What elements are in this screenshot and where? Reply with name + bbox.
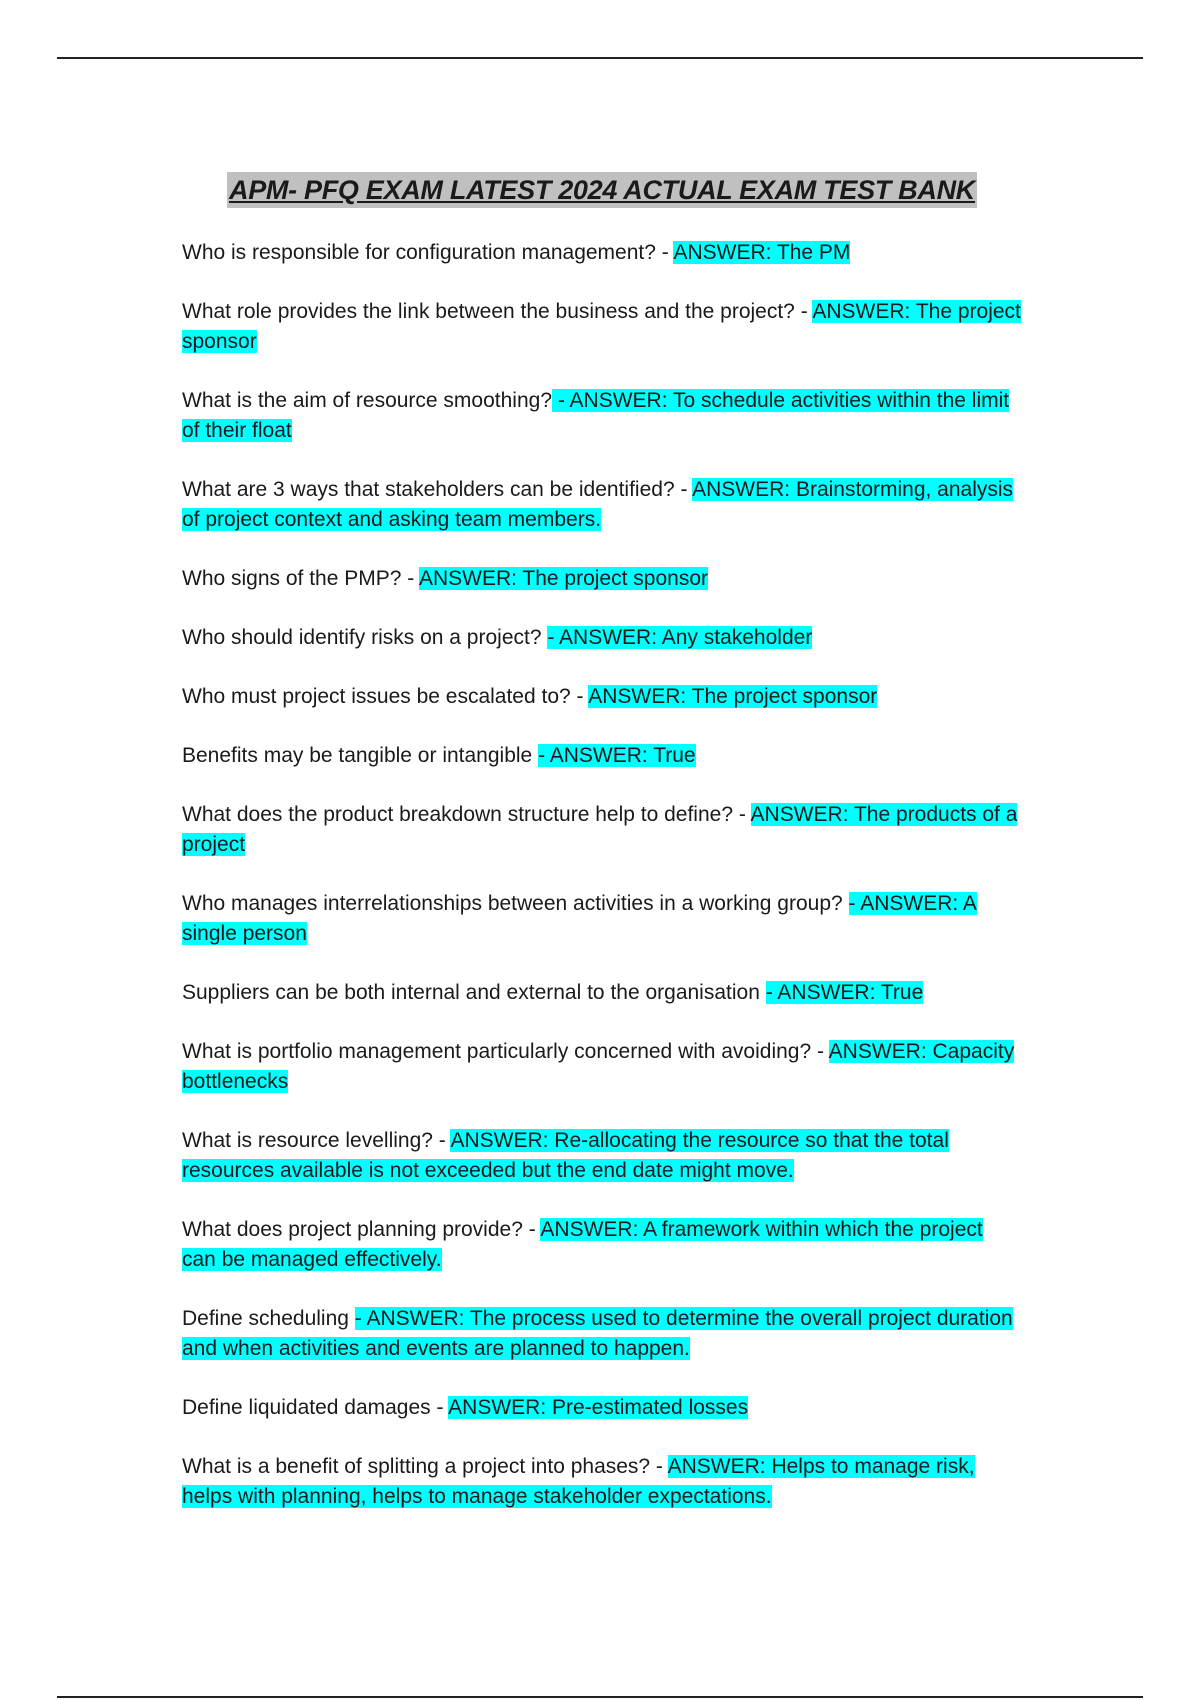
question-text: Who is responsible for configuration management? - bbox=[182, 241, 674, 264]
answer-text: - ANSWER: To schedule activities within the limit of their float bbox=[182, 389, 1010, 442]
answer-text: ANSWER: Re-allocating the resource so that the total resources available is not exceeded but the end date might move. bbox=[182, 1129, 949, 1182]
qa-item bbox=[182, 889, 1022, 949]
question-text: What role provides the link between the business and the project? - bbox=[182, 300, 813, 323]
question-text: Suppliers can be both internal and external to the organisation bbox=[182, 981, 766, 1004]
answer-text: ANSWER: Brainstorming, analysis of project context and asking team members. bbox=[182, 478, 1014, 531]
answer-text: ANSWER: Pre-estimated losses bbox=[448, 1396, 749, 1419]
qa-item bbox=[182, 1215, 1022, 1275]
question-text: Who manages interrelationships between activities in a working group? bbox=[182, 892, 849, 915]
answer-text: - ANSWER: A single person bbox=[182, 892, 977, 945]
question-text: Who must project issues be escalated to? - bbox=[182, 685, 589, 708]
question-text: What is portfolio management particularly concerned with avoiding? - bbox=[182, 1040, 829, 1063]
question-text: What is resource levelling? - bbox=[182, 1129, 451, 1152]
answer-text: - ANSWER: The process used to determine the overall project duration and when activities and events are planned to happen. bbox=[182, 1307, 1013, 1360]
answer-text: - ANSWER: Any stakeholder bbox=[547, 626, 813, 649]
answer-text: ANSWER: The PM bbox=[673, 241, 851, 264]
answer-text: - ANSWER: True bbox=[765, 981, 924, 1004]
qa-item bbox=[182, 978, 1022, 1008]
question-text: What does project planning provide? - bbox=[182, 1218, 541, 1241]
question-text: What is the aim of resource smoothing? bbox=[182, 389, 553, 412]
question-text: What is a benefit of splitting a project into phases? - bbox=[182, 1455, 668, 1478]
answer-text: ANSWER: The project sponsor bbox=[588, 685, 878, 708]
qa-item bbox=[182, 800, 1022, 860]
qa-item bbox=[182, 682, 1022, 712]
question-text: What does the product breakdown structure help to define? - bbox=[182, 803, 751, 826]
question-text: Define scheduling bbox=[182, 1307, 355, 1330]
qa-item bbox=[182, 564, 1022, 594]
qa-item bbox=[182, 741, 1022, 771]
question-text: Who signs of the PMP? - bbox=[182, 567, 419, 590]
qa-list bbox=[182, 238, 1022, 1512]
qa-item bbox=[182, 1037, 1022, 1097]
question-text: Who should identify risks on a project? bbox=[182, 626, 548, 649]
qa-item bbox=[182, 475, 1022, 535]
qa-item bbox=[182, 1126, 1022, 1186]
qa-item bbox=[182, 238, 1022, 268]
qa-item bbox=[182, 1304, 1022, 1364]
title-container bbox=[182, 172, 1022, 208]
question-text: What are 3 ways that stakeholders can be identified? - bbox=[182, 478, 693, 501]
qa-item bbox=[182, 1393, 1022, 1423]
answer-text: ANSWER: Capacity bottlenecks bbox=[182, 1040, 1015, 1093]
question-text: Define liquidated damages - bbox=[182, 1396, 449, 1419]
answer-text: - ANSWER: True bbox=[538, 744, 696, 767]
answer-text: ANSWER: The project sponsor bbox=[182, 300, 1021, 353]
answer-text: ANSWER: The project sponsor bbox=[418, 567, 708, 590]
answer-text: ANSWER: Helps to manage risk, helps with planning, helps to manage stakeholder expectations. bbox=[182, 1455, 975, 1508]
question-text: Benefits may be tangible or intangible bbox=[182, 744, 539, 767]
document-title: APM- PFQ EXAM LATEST 2024 ACTUAL EXAM TEST BANK bbox=[227, 172, 977, 208]
qa-item bbox=[182, 297, 1022, 357]
qa-item bbox=[182, 386, 1022, 446]
document-page bbox=[182, 172, 1022, 1541]
answer-text: ANSWER: The products of a project bbox=[182, 803, 1018, 856]
qa-item bbox=[182, 623, 1022, 653]
answer-text: ANSWER: A framework within which the project can be managed effectively. bbox=[182, 1218, 983, 1271]
footer-rule bbox=[57, 1696, 1143, 1698]
qa-item bbox=[182, 1452, 1022, 1512]
header-rule bbox=[57, 57, 1143, 59]
